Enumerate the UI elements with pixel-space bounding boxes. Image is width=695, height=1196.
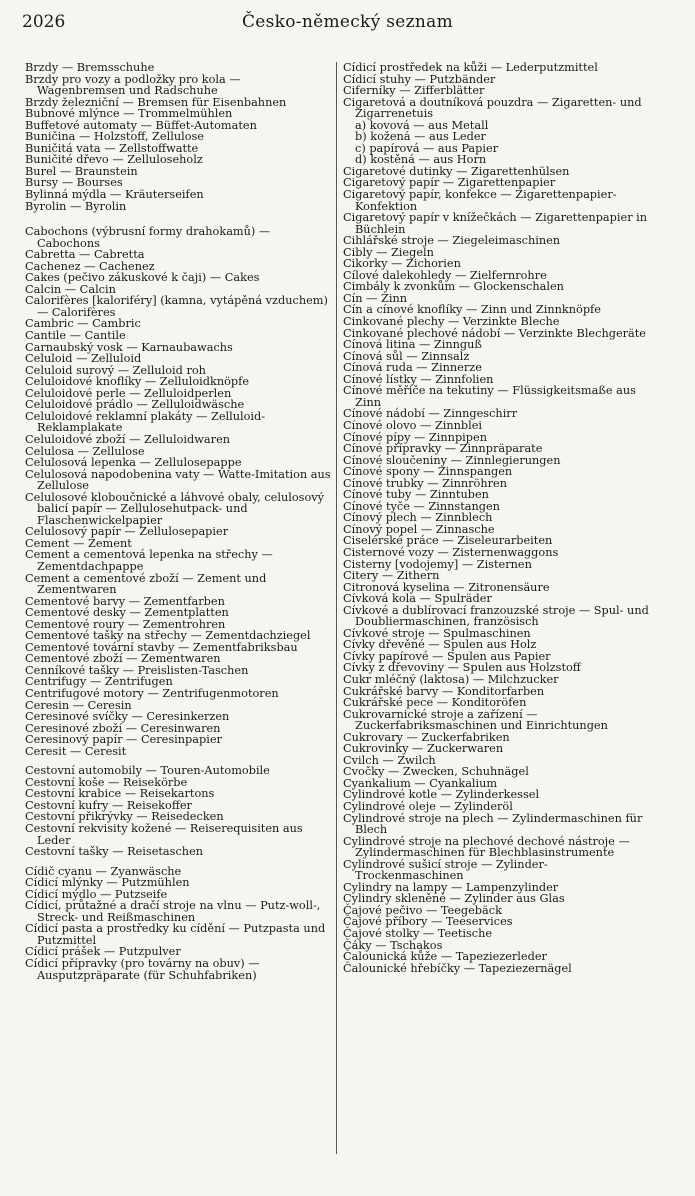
dictionary-entry: Celuloidové perle — Zelluloidperlen	[25, 386, 232, 400]
dictionary-entry: Cídicí prášek — Putzpulver	[25, 945, 181, 959]
dictionary-entry: Cantile — Cantile	[25, 329, 126, 343]
dictionary-entry: Calcin — Calcin	[25, 282, 116, 296]
dictionary-entry: Cestovní krabice — Reisekartons	[25, 787, 215, 801]
dictionary-entry: Cívkové stroje — Spulmaschinen	[343, 626, 531, 640]
dictionary-entry: Cukrářské barvy — Konditorfarben	[343, 684, 545, 698]
dictionary-entry: Bursy — Bourses	[25, 176, 123, 190]
dictionary-entry: Ceresin — Ceresin	[25, 698, 132, 712]
dictionary-entry: Celuloid surový — Zelluloid roh	[25, 363, 206, 377]
dictionary-entry: b) kožená — aus Leder	[355, 130, 486, 144]
dictionary-entry: Cínový plech — Zinnblech	[343, 511, 493, 525]
page-number: 2026	[22, 12, 66, 32]
dictionary-entry: Buničitá vata — Zellstoffwatte	[25, 141, 199, 155]
dictionary-entry: Cylindry skleněné — Zylinder aus Glas	[343, 892, 565, 906]
dictionary-entry: Cylindrové stroje na plechové dechové nástroje — Zylindermaschinen für Blechblasinstrumente	[343, 834, 630, 860]
dictionary-entry: Cementové barvy — Zementfarben	[25, 594, 225, 608]
dictionary-entry: Cínové tuby — Zinntuben	[343, 488, 489, 502]
dictionary-entry: Cigaretová a doutníková pouzdra — Zigaretten- und Zigarrenetuis	[343, 95, 642, 121]
dictionary-entry: Cídicí přípravky (pro továrny na obuv) — Ausputzpräparate (für Schuhfabriken)	[25, 957, 260, 982]
dictionary-entry: Cestovní kufry — Reisekoffer	[25, 798, 192, 812]
dictionary-entry: Cídicí mlýnky — Putzmühlen	[25, 876, 190, 890]
dictionary-entry: Cídicí stuhy — Putzbänder	[343, 72, 496, 86]
right-column	[343, 62, 653, 974]
dictionary-entry: Cakes (pečivo zákuskové k čaji) — Cakes	[25, 271, 260, 285]
dictionary-entry: Cigaretový papír — Zigarettenpapier	[343, 176, 556, 190]
dictionary-entry: Cestovní koše — Reisekörbe	[25, 775, 188, 789]
dictionary-entry: Cinkované plechy — Verzinkte Bleche	[343, 315, 560, 329]
dictionary-entry: Cestovní automobily — Touren-Automobile	[25, 764, 270, 778]
dictionary-entry: Cukrovinky — Zuckerwaren	[343, 742, 504, 756]
left-column	[25, 62, 331, 981]
dictionary-entry: Cín a cínové knoflíky — Zinn und Zinnknöpfe	[343, 303, 601, 317]
dictionary-entry: Čalounické hřebíčky — Tapeziezernägel	[343, 961, 572, 975]
dictionary-entry: Cementové tovární stavby — Zementfabriksbau	[25, 640, 298, 654]
dictionary-entry: Ciselérské práce — Ziseleurarbeiten	[343, 534, 553, 548]
dictionary-entry: Cínové trubky — Zinnröhren	[343, 476, 507, 490]
dictionary-entry: Ciferníky — Zifferblätter	[343, 84, 485, 98]
dictionary-entry: Ceresinový papír — Ceresinpapier	[25, 733, 222, 747]
dictionary-entry: Cementové zboží — Zementwaren	[25, 652, 221, 666]
dictionary-entry: Celuloid — Zelluloid	[25, 352, 142, 366]
dictionary-entry: Cachenez — Cachenez	[25, 259, 155, 273]
dictionary-entry: Cínová sůl — Zinnsalz	[343, 349, 470, 363]
dictionary-entry: Čajové pečivo — Teegebäck	[343, 903, 502, 917]
dictionary-entry: Celulosový papír — Zellulosepapier	[25, 525, 229, 539]
dictionary-entry: Cylindrové oleje — Zylinderöl	[343, 800, 513, 813]
dictionary-entry: c) papírová — aus Papier	[355, 141, 499, 155]
page-title: Česko-německý seznam	[241, 12, 454, 32]
dictionary-entry: Cihlářské stroje — Ziegeleimaschinen	[343, 234, 561, 248]
dictionary-entry: Cenníkové tašky — Preislisten-Taschen	[25, 663, 249, 677]
dictionary-entry: Cement — Zement	[25, 536, 132, 550]
dictionary-entry: Cvilch — Zwilch	[343, 753, 436, 767]
dictionary-entry: Brzdy železniční — Bremsen für Eisenbahnen	[25, 95, 287, 109]
dictionary-entry: Cínové sloučeniny — Zinnlegierungen	[343, 453, 561, 467]
dictionary-entry: Cídicí pasta a prostředky ku cídění — Putzpasta und Putzmittel	[25, 922, 326, 947]
dictionary-entry: Čajové stolky — Teetische	[343, 927, 493, 941]
column-divider	[336, 62, 337, 1154]
dictionary-entry: Bylinná mýdla — Kräuterseifen	[25, 188, 204, 202]
dictionary-entry: Cínové pípy — Zinnpipen	[343, 430, 487, 444]
dictionary-entry: Cínové měřiče na tekutiny — Flüssigkeitsmaße aus Zinn	[343, 384, 636, 409]
dictionary-entry: Cementové tašky na střechy — Zementdachziegel	[25, 629, 311, 643]
dictionary-entry: Celulosová lepenka — Zellulosepappe	[25, 456, 242, 470]
dictionary-entry: Čáky — Tschakos	[343, 938, 443, 952]
dictionary-entry: Celuloidové zboží — Zelluloidwaren	[25, 432, 231, 446]
dictionary-entry: Buničina — Holzstoff, Zellulose	[25, 130, 204, 144]
dictionary-entry: Cestovní rekvisity kožené — Reiserequisiten aus Leder	[25, 822, 303, 847]
dictionary-entry: Ceresinové svíčky — Ceresinkerzen	[25, 710, 230, 724]
dictionary-entry: Cívková kola — Spulräder	[343, 592, 492, 606]
dictionary-entry: Celuloidové knoflíky — Zelluloidknöpfe	[25, 375, 250, 389]
dictionary-entry: Buffetové automaty — Büffet-Automaten	[25, 118, 257, 132]
dictionary-entry: Cikorky — Zichorien	[343, 257, 461, 271]
dictionary-entry: Cimbály k zvonkům — Glockenschalen	[343, 280, 564, 294]
dictionary-entry: Cídicí, průtažné a dračí stroje na vlnu — Putz-woll-, Streck- und Reißmaschinen	[25, 899, 321, 924]
dictionary-entry: Celuloidové reklamní plakáty — Zelluloid-Reklamplakate	[25, 409, 266, 435]
dictionary-entry: Citronová kyselina — Zitronensäure	[343, 580, 550, 594]
dictionary-entry: Cínová litina — Zinnguß	[343, 338, 482, 352]
dictionary-entry: Cínové spony — Zinnspangen	[343, 465, 513, 479]
dictionary-entry: Celulosová napodobenina vaty — Watte-Imitation aus Zellulose	[25, 467, 331, 493]
dictionary-entry: Cestovní tašky — Reisetaschen	[25, 845, 204, 859]
dictionary-entry: Celuloidové prádlo — Zelluloidwäsche	[25, 398, 245, 412]
dictionary-entry: d) kostěná — aus Horn	[355, 153, 487, 167]
dictionary-entry: Cílové dalekohledy — Zielfernrohre	[343, 268, 547, 282]
dictionary-entry: Cibly — Ziegeln	[343, 245, 434, 259]
dictionary-entry: Cambric — Cambric	[25, 317, 141, 331]
dictionary-entry: Cínová ruda — Zinnerze	[343, 361, 482, 375]
dictionary-entry: Cínové lístky — Zinnfolien	[343, 372, 494, 386]
dictionary-entry: Buničité dřevo — Zelluloseholz	[25, 153, 203, 167]
dictionary-entry: Cídicí mýdlo — Putzseife	[25, 887, 168, 901]
dictionary-entry: Burel — Braunstein	[25, 164, 138, 178]
page-header	[22, 12, 673, 40]
dictionary-entry: Cabochons (výbrusní formy drahokamů) — Cabochons	[25, 225, 271, 250]
dictionary-entry: Cívky dřevěné — Spulen aus Holz	[343, 638, 537, 652]
dictionary-entry: Cementové desky — Zementplatten	[25, 606, 229, 620]
dictionary-entry: Brzdy pro vozy a podložky pro kola — Wagenbremsen und Radschuhe	[25, 72, 241, 98]
dictionary-entry: Celulosové kloboučnické a láhvové obaly, celulosový balicí papír — Zellulosehutpack- und Flaschenwickelpapier	[25, 490, 325, 527]
dictionary-entry: Cabretta — Cabretta	[25, 248, 145, 262]
dictionary-entry: Cukrovary — Zuckerfabriken	[343, 730, 510, 744]
dictionary-entry: Cigaretový papír v knížečkách — Zigarettenpapier in Büchlein	[343, 211, 648, 236]
dictionary-entry: Cívky z dřevoviny — Spulen aus Holzstoff	[343, 661, 581, 675]
dictionary-entry: Byrolin — Byrolin	[25, 199, 127, 213]
dictionary-entry: Cvočky — Zwecken, Schuhnägel	[343, 765, 529, 779]
dictionary-entry: Cívky papírové — Spulen aus Papier	[343, 649, 551, 663]
dictionary-entry: Cínový popel — Zinnasche	[343, 522, 495, 536]
dictionary-entry: Cukr mléčný (laktosa) — Milchzucker	[343, 672, 559, 686]
dictionary-entry: Cement a cementová lepenka na střechy — Zementdachpappe	[25, 548, 273, 573]
dictionary-entry: Cyankalium — Cyankalium	[343, 776, 498, 790]
dictionary-entry: Cídič cyanu — Zyanwäsche	[25, 864, 182, 878]
dictionary-entry: a) kovová — aus Metall	[355, 118, 489, 132]
dictionary-entry: Ceresit — Ceresit	[25, 744, 127, 758]
dictionary-entry: Cisterny [vodojemy] — Zisternen	[343, 557, 532, 571]
dictionary-entry: Cukrářské pece — Konditoröfen	[343, 696, 527, 710]
dictionary-entry: Cylindrové kotle — Zylinderkessel	[343, 788, 540, 802]
dictionary-entry: Cukrovarnické stroje a zařízení — Zuckerfabriksmaschinen und Einrichtungen	[343, 707, 608, 733]
dictionary-entry: Čalounická kůže — Tapeziezerleder	[343, 950, 547, 964]
dictionary-entry: Calorifères [kaloriféry] (kamna, vytápěná vzduchem) — Calorifères	[25, 294, 328, 319]
dictionary-entry: Čajové příbory — Teeservices	[343, 915, 513, 929]
dictionary-entry: Carnaubský vosk — Karnaubawachs	[25, 340, 233, 354]
dictionary-entry: Cylindrové stroje na plech — Zylindermaschinen für Blech	[343, 811, 643, 837]
dictionary-entry: Cínové olovo — Zinnblei	[343, 418, 483, 432]
dictionary-entry: Cylindry na lampy — Lampenzylinder	[343, 880, 559, 894]
dictionary-entry: Cigaretový papír, konfekce — Zigarettenpapier-Konfektion	[343, 188, 617, 213]
dictionary-entry: Bubnové mlýnce — Trommelmühlen	[25, 107, 233, 121]
dictionary-entry: Cínové přípravky — Zinnpräparate	[343, 442, 543, 456]
dictionary-entry: Cement a cementové zboží — Zement und Zementwaren	[25, 571, 267, 597]
dictionary-entry: Cínové tyče — Zinnstangen	[343, 499, 500, 513]
dictionary-entry: Cinkované plechové nádobí — Verzinkte Blechgeräte	[343, 326, 646, 340]
dictionary-entry: Ceresinové zboží — Ceresinwaren	[25, 721, 221, 735]
dictionary-entry: Cisternové vozy — Zisternenwaggons	[343, 545, 559, 559]
dictionary-entry: Centrifugové motory — Zentrifugenmotoren	[25, 686, 279, 700]
dictionary-entry: Brzdy — Bremsschuhe	[25, 61, 155, 74]
dictionary-entry: Cívkové a dublírovací franzouzské stroje — Spul- und Doubliermaschinen, französisch	[343, 603, 649, 629]
dictionary-entry: Cementové roury — Zementrohren	[25, 617, 226, 631]
dictionary-entry: Cínové nádobí — Zinngeschirr	[343, 407, 518, 421]
dictionary-entry: Cestovní přikrývky — Reisedecken	[25, 810, 224, 824]
dictionary-entry: Cídicí prostředek na kůži — Lederputzmittel	[343, 61, 598, 74]
dictionary-entry: Cigaretové dutinky — Zigarettenhülsen	[343, 164, 570, 178]
dictionary-entry: Celulosa — Zellulose	[25, 444, 145, 458]
dictionary-entry: Cylindrové sušicí stroje — Zylinder-Trockenmaschinen	[343, 857, 548, 883]
dictionary-entry: Cín — Zinn	[343, 291, 408, 305]
dictionary-entry: Centrifugy — Zentrifugen	[25, 675, 173, 689]
dictionary-entry: Citery — Zithern	[343, 569, 440, 583]
